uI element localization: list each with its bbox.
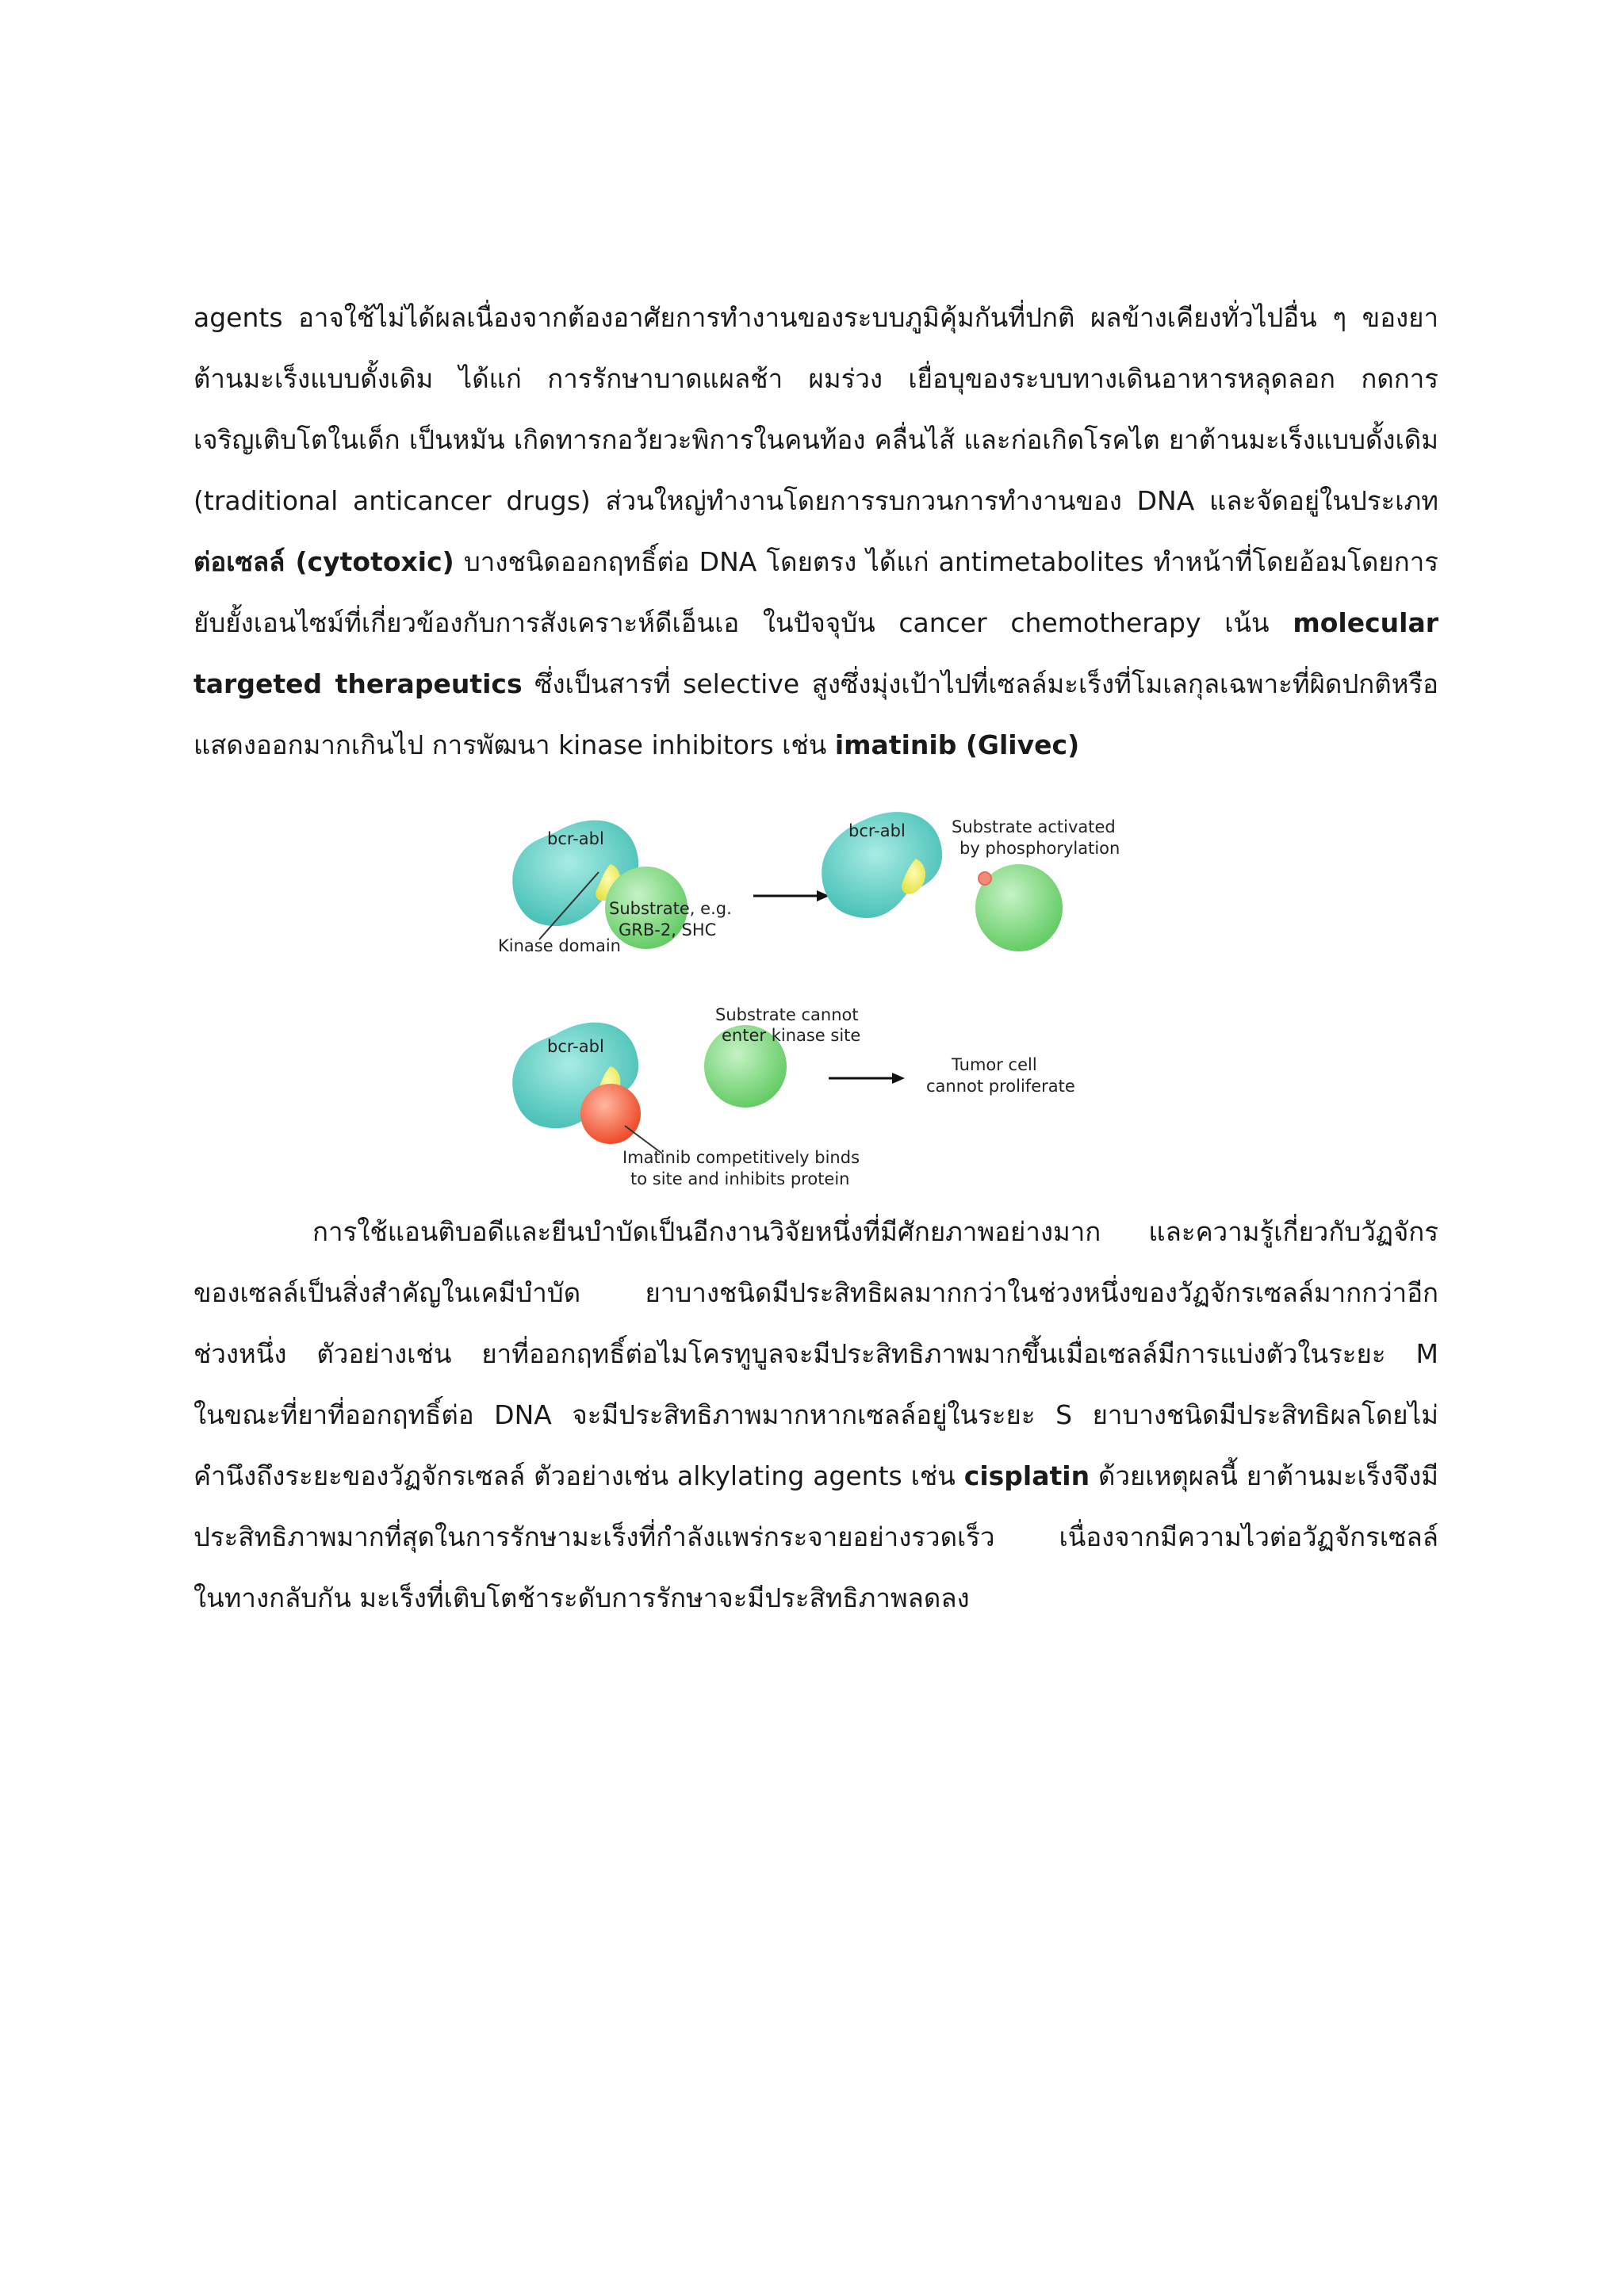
imatinib-circle [580, 1084, 641, 1144]
text-span: ด้วยเหตุผลนี้ ยาต้านมะเร็งจึงมี [1090, 1460, 1438, 1491]
text-line: การใช้แอนติบอดีและยีนบำบัดเป็นอีกงานวิจัยหนึ่งที่มีศักยภาพอย่างมาก และความรู้เกี่ยวกับวัฏจักร [312, 1216, 1438, 1247]
text-line: agents อาจใช้ไม่ได้ผลเนื่องจากต้องอาศัยการทำงานของระบบภูมิคุ้มกันที่ปกติ ผลข้างเคียงทั่วไปอื่น ๆ ของยา [193, 302, 1438, 333]
tumor-label-line2: cannot proliferate [926, 1077, 1075, 1096]
cannot-label-line2: enter kinase site [722, 1026, 861, 1045]
text-line: เจริญเติบโตในเด็ก เป็นหมัน เกิดทารกอวัยวะพิการในคนท้อง คลื่นไส้ และก่อเกิดโรคไต ยาต้านมะเร็งแบบดั้งเดิม [193, 424, 1438, 455]
text-span: แสดงออกมากเกินไป การพัฒนา kinase inhibitors เช่น [193, 729, 835, 760]
text-line [193, 592, 1438, 653]
cannot-label-line1: Substrate cannot [715, 1005, 859, 1024]
activated-label-line1: Substrate activated [952, 817, 1116, 836]
tumor-label-line1: Tumor cell [952, 1055, 1037, 1074]
text-line: ของเซลล์เป็นสิ่งสำคัญในเคมีบำบัด ยาบางชนิดมีประสิทธิผลมากกว่าในช่วงหนึ่งของวัฏจักรเซลล์มากกว่าอีก [193, 1277, 1438, 1308]
text-line [193, 1445, 1438, 1506]
substrate-label-line2: GRB-2, SHC [619, 920, 717, 939]
text-line [193, 470, 1438, 531]
text-span: คำนึงถึงระยะของวัฏจักรเซลล์ ตัวอย่างเช่น alkylating agents เช่น [193, 1460, 964, 1491]
text-line [193, 714, 1438, 775]
phosphate-dot [979, 872, 991, 885]
activated-label-line2: by phosphorylation [959, 839, 1120, 858]
text-line [193, 531, 1438, 592]
text-span: (traditional anticancer drugs) ส่วนใหญ่ทำงานโดยการรบกวนการทำงานของ DNA และจัดอยู่ในประเภท [193, 485, 1438, 516]
bold-term: molecular [1293, 607, 1438, 638]
text-line: ช่วงหนึ่ง ตัวอย่างเช่น ยาที่ออกฤทธิ์ต่อไมโครทูบูลจะมีประสิทธิภาพมากขึ้นเมื่อเซลล์มีการแบ่งตัวในระยะ M [193, 1338, 1438, 1369]
text-span: บางชนิดออกฤทธิ์ต่อ DNA โดยตรง ได้แก่ antimetabolites ทำหน้าที่โดยอ้อมโดยการ [454, 546, 1438, 577]
text-span: ยับยั้งเอนไซม์ที่เกี่ยวข้องกับการสังเคราะห์ดีเอ็นเอ ในปัจจุบัน cancer chemotherapy เน้น [193, 607, 1293, 638]
imatinib-mechanism-figure [492, 797, 1174, 1189]
text-line: ในทางกลับกัน มะเร็งที่เติบโตช้าระดับการรักษาจะมีประสิทธิภาพลดลง [193, 1582, 970, 1613]
imatinib-label-line2: to site and inhibits protein [630, 1169, 850, 1188]
text-line: ประสิทธิภาพมากที่สุดในการรักษามะเร็งที่กำลังแพร่กระจายอย่างรวดเร็ว เนื่องจากมีความไวต่อวัฏจักรเซลล์ [193, 1521, 1438, 1552]
text-line: ในขณะที่ยาที่ออกฤทธิ์ต่อ DNA จะมีประสิทธิภาพมากหากเซลล์อยู่ในระยะ S ยาบางชนิดมีประสิทธิผลโดยไม่ [193, 1399, 1438, 1430]
paragraph-cell-cycle [193, 1201, 1438, 1628]
protein-label: bcr-abl [848, 821, 906, 840]
bold-term: imatinib (Glivec) [834, 729, 1080, 760]
protein-label: bcr-abl [547, 829, 604, 848]
paragraph-anticancer-drugs [193, 287, 1438, 775]
imatinib-label-line1: Imatinib competitively binds [622, 1148, 860, 1167]
bold-term: targeted therapeutics [193, 668, 523, 699]
reaction-arrow-1 [753, 890, 829, 901]
text-line [193, 653, 1438, 714]
protein-label: bcr-abl [547, 1037, 604, 1056]
reaction-arrow-2 [829, 1073, 905, 1084]
bold-term: ต่อเซลล์ (cytotoxic) [193, 546, 454, 577]
kinase-domain-label: Kinase domain [498, 936, 621, 955]
text-span: ซึ่งเป็นสารที่ selective สูงซึ่งมุ่งเป้าไปที่เซลล์มะเร็งที่โมเลกุลเฉพาะที่ผิดปกติหรือ [522, 668, 1438, 699]
bold-term: cisplatin [963, 1460, 1090, 1491]
text-line: ต้านมะเร็งแบบดั้งเดิม ได้แก่ การรักษาบาดแผลช้า ผมร่วง เยื่อบุของระบบทางเดินอาหารหลุดลอก กดการ [193, 363, 1438, 394]
substrate-label-line1: Substrate, e.g. [609, 899, 732, 918]
